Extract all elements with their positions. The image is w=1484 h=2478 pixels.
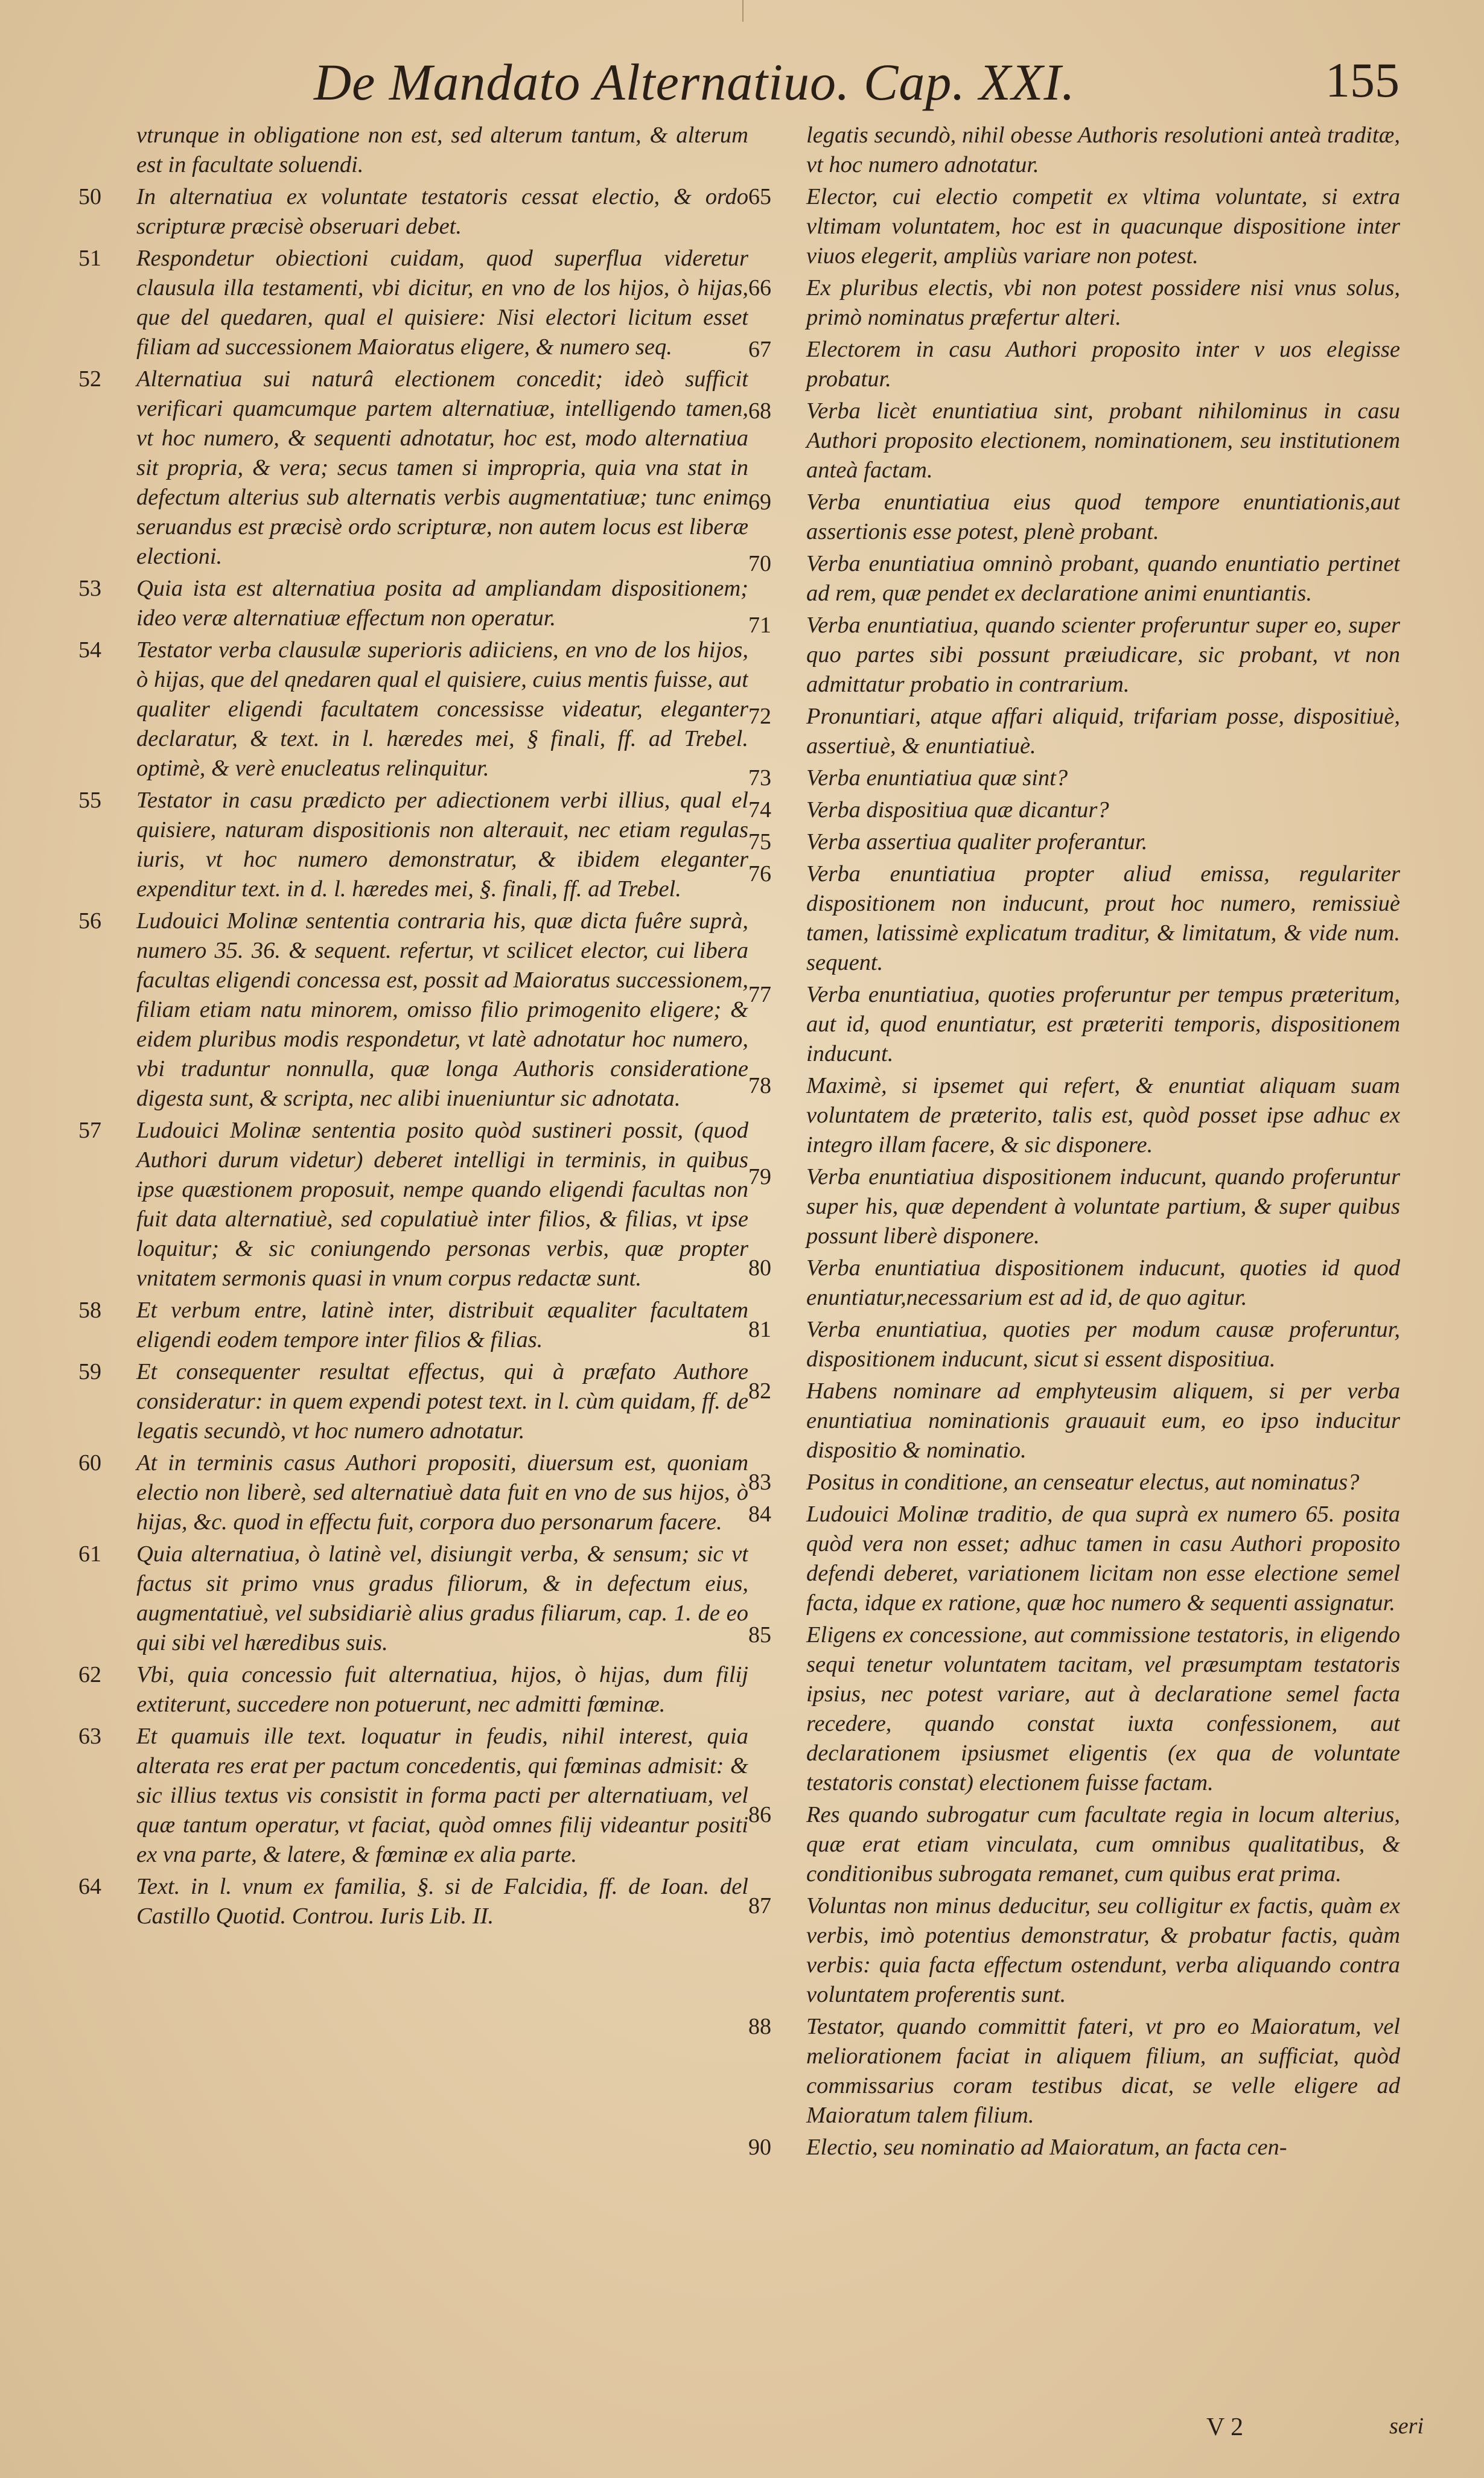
summary-entry bbox=[78, 1448, 748, 1537]
entry-text: Verba enuntiatiua, quando scienter proferuntur super eo, super quo partes sibi possunt præiudicare, sic probant, vt non admittatur probatio in contrarium. bbox=[806, 613, 1400, 697]
entry-text: Verba enuntiatiua dispositionem inducunt, quoties id quod enuntiatur,necessarium est ad id, de quo agitur. bbox=[806, 1255, 1400, 1310]
entry-number: 87 bbox=[748, 1893, 771, 1919]
entry-number: 80 bbox=[748, 1255, 771, 1281]
page-footer bbox=[1122, 2413, 1424, 2449]
entry-text: Verba enuntiatiua eius quod tempore enuntiationis,aut assertionis esse potest, plenè probant. bbox=[806, 489, 1400, 544]
summary-entry bbox=[78, 121, 748, 180]
entry-text: Pronuntiari, atque affari aliquid, trifariam posse, dispositiuè, assertiuè, & enuntiatiuè. bbox=[806, 704, 1400, 759]
entry-number: 60 bbox=[78, 1450, 101, 1476]
left-column bbox=[78, 121, 748, 2430]
summary-entry bbox=[748, 2133, 1400, 2162]
summary-entry bbox=[748, 763, 1400, 793]
entry-text: Verba dispositiua quæ dicantur? bbox=[806, 797, 1109, 823]
entry-number: 55 bbox=[78, 788, 101, 813]
summary-entry bbox=[78, 365, 748, 572]
entry-number: 71 bbox=[748, 613, 771, 638]
entry-text: Testator, quando committit fateri, vt pro eo Maioratum, vel meliorationem faciat in aliquem filium, an sufficiat, quòd commissarius coram testibus dicat, se velle eligere ad Maioratum talem filium. bbox=[806, 2014, 1400, 2128]
signature-mark: V 2 bbox=[1206, 2413, 1244, 2441]
entry-number: 54 bbox=[78, 637, 101, 663]
entry-number: 75 bbox=[748, 829, 771, 855]
summary-entry bbox=[748, 702, 1400, 761]
entry-text: Verba enuntiatiua quæ sint? bbox=[806, 765, 1068, 791]
summary-entry bbox=[748, 1315, 1400, 1374]
entry-number: 73 bbox=[748, 765, 771, 791]
entry-number: 85 bbox=[748, 1622, 771, 1648]
entry-number: 57 bbox=[78, 1118, 101, 1143]
entry-text: Alternatiua sui naturâ electionem concedit; ideò sufficit verificari quamcumque partem alternatiuæ, intelligendo tamen, vt hoc numero, & sequenti adnotatur, hoc est, modo alternatiua sit propria, & vera; secus tamen si impropria, quia vna stat in defectum alterius sub alternatis verbis augmentatiuæ; tunc enim seruandus est præcisè ordo scripturæ, non autem locus est liberæ electioni. bbox=[136, 366, 748, 569]
entry-number: 72 bbox=[748, 704, 771, 729]
right-column bbox=[748, 121, 1400, 2430]
entry-text: Respondetur obiectioni cuidam, quod superflua videretur clausula illa testamenti, vbi dicitur, en vno de los hijos, ò hijas, que del quedaren, qual el quisiere: Nisi electori licitum esset filiam ad successionem Maioratus eligere, & numero seq. bbox=[136, 246, 748, 360]
entry-text: Vbi, quia concessio fuit alternatiua, hijos, ò hijas, dum filij extiterunt, succedere non potuerunt, nec admitti fœminæ. bbox=[136, 1662, 748, 1717]
entry-text: Positus in conditione, an censeatur electus, aut nominatus? bbox=[806, 1470, 1360, 1495]
entry-text: Verba enuntiatiua, quoties per modum causæ proferuntur, dispositionem inducunt, sicut si essent dispositiua. bbox=[806, 1317, 1400, 1372]
entry-text: Quia ista est alternatiua posita ad ampliandam dispositionem; ideo veræ alternatiuæ effectum non operatur. bbox=[136, 576, 748, 631]
entry-number: 52 bbox=[78, 366, 101, 392]
entry-text: In alternatiua ex voluntate testatoris cessat electio, & ordo scripturæ præcisè obseruari debet. bbox=[136, 184, 748, 239]
summary-entry bbox=[748, 273, 1400, 333]
entry-text: Verba enuntiatiua dispositionem inducunt, quando proferuntur super his, quæ dependent à voluntate partium, & super quibus possunt liberè disponere. bbox=[806, 1164, 1400, 1249]
entry-text: Verba enuntiatiua, quoties proferuntur per tempus præteritum, aut id, quod enuntiatur, est præteriti temporis, dispositionem inducunt. bbox=[806, 982, 1400, 1066]
entry-text: Et consequenter resultat effectus, qui à præfato Authore consideratur: in quem expendi potest text. in l. cùm quidam, ff. de legatis secundò, vt hoc numero adnotatur. bbox=[136, 1359, 748, 1444]
entry-number: 51 bbox=[78, 246, 101, 271]
entry-number: 77 bbox=[748, 982, 771, 1007]
entry-text: Electorem in casu Authori proposito inter v uos elegisse probatur. bbox=[806, 337, 1400, 392]
entry-text: Res quando subrogatur cum facultate regia in locum alterius, quæ erat etiam vinculata, cum omnibus qualitatibus, & conditionibus subrogata remanet, cum quibus erat prima. bbox=[806, 1802, 1400, 1887]
entry-text: Verba enuntiatiua propter aliud emissa, regulariter dispositionem non inducunt, prout hoc numero, remissiuè tamen, latissimè explicatum traditur, & limitatum, & vide num. sequent. bbox=[806, 861, 1400, 975]
entry-text: Verba licèt enuntiatiua sint, probant nihilominus in casu Authori proposito electionem, nominationem, seu institutionem anteà factam. bbox=[806, 398, 1400, 483]
entry-number: 68 bbox=[748, 398, 771, 424]
entry-number: 65 bbox=[748, 184, 771, 209]
entry-number: 76 bbox=[748, 861, 771, 887]
entry-text: legatis secundò, nihil obesse Authoris resolutioni anteà traditæ, vt hoc numero adnotatur. bbox=[806, 123, 1400, 177]
ink-mark bbox=[742, 0, 744, 22]
entry-text: Et verbum entre, latinè inter, distribuit æqualiter facultatem eligendi eodem tempore inter filios & filias. bbox=[136, 1298, 748, 1352]
summary-entry bbox=[748, 397, 1400, 485]
entry-number: 86 bbox=[748, 1802, 771, 1827]
summary-entry bbox=[748, 1071, 1400, 1160]
summary-entry bbox=[78, 1540, 748, 1658]
summary-entry bbox=[78, 182, 748, 241]
summary-entry bbox=[748, 2012, 1400, 2130]
summary-entry bbox=[748, 1253, 1400, 1313]
entry-text: Ludouici Molinæ sententia contraria his, quæ dicta fuêre suprà, numero 35. 36. & sequent. refertur, vt scilicet elector, cui libera facultas eligendi concessa est, possit ad Maioratus successionem, filiam etiam natu minorem, omisso filio primogenito eligere; & eidem pluribus modis respondetur, vt latè adnotatur hoc numero, vbi traduntur nonnulla, quæ longa Authoris consideratione digesta sunt, & scripta, nec alibi inueniuntur sic adnotata. bbox=[136, 908, 748, 1111]
summary-entry bbox=[748, 1162, 1400, 1251]
summary-entry bbox=[748, 795, 1400, 825]
entry-number: 74 bbox=[748, 797, 771, 823]
summary-entry bbox=[748, 1891, 1400, 2010]
summary-entry bbox=[78, 1296, 748, 1355]
summary-entry bbox=[748, 1500, 1400, 1618]
entry-text: At in terminis casus Authori propositi, diuersum est, quoniam electio non liberè, sed alternatiuè data fuit en vno de sus hijos, ò hijas, &c. quod in effectu fuit, corpora duo personarum facere. bbox=[136, 1450, 748, 1535]
entry-text: Testator verba clausulæ superioris adiiciens, en vno de los hijos, ò hijas, que del qnedaren qual el quisiere, cuius mentis fuisse, aut qualiter eligendi facultatem concessisse videatur, eleganter declaratur, & text. in l. hæredes mei, § finali, ff. ad Trebel. optimè, & verè enucleatus relinquitur. bbox=[136, 637, 748, 781]
summary-entry bbox=[78, 1722, 748, 1870]
summary-entry bbox=[748, 1800, 1400, 1889]
summary-entry bbox=[78, 574, 748, 633]
summary-entry bbox=[748, 335, 1400, 394]
summary-entry bbox=[78, 1357, 748, 1446]
entry-number: 53 bbox=[78, 576, 101, 601]
entry-text: Testator in casu prædicto per adiectionem verbi illius, qual el quisiere, naturam dispositionis non alterauit, nec etiam regulas iuris, vt hoc numero demonstratur, & ibidem eleganter expenditur text. in d. l. hæredes mei, §. finali, ff. ad Trebel. bbox=[136, 788, 748, 902]
entry-text: Eligens ex concessione, aut commissione testatoris, in eligendo sequi tenetur voluntatem tacitam, vel præsumptam testatoris ipsius, nec potest variare, aut à declaratione semel facta recedere, quando constat iuxta confessionem, aut declarationem ipsiusmet eligentis (ex qua de voluntate testatoris constat) electionem fuisse factam. bbox=[806, 1622, 1400, 1795]
summary-entry bbox=[748, 121, 1400, 180]
entry-number: 83 bbox=[748, 1470, 771, 1495]
entry-number: 61 bbox=[78, 1541, 101, 1567]
entry-number: 84 bbox=[748, 1502, 771, 1527]
summary-entry bbox=[78, 1660, 748, 1719]
entry-text: Quia alternatiua, ò latinè vel, disiungit verba, & sensum; sic vt factus sit primo vnus gradus filiorum, & in defectum eius, augmentatiuè, vel subsidiariè alius gradus filiarum, cap. 1. de eo qui sibi vel hæredibus suis. bbox=[136, 1541, 748, 1655]
page-number: 155 bbox=[1325, 53, 1400, 107]
summary-entry bbox=[748, 611, 1400, 699]
entry-number: 62 bbox=[78, 1662, 101, 1687]
summary-entry bbox=[78, 786, 748, 904]
entry-text: Ex pluribus electis, vbi non potest possidere nisi vnus solus, primò nominatus præfertur alteri. bbox=[806, 275, 1400, 330]
catchword: seri bbox=[1389, 2413, 1424, 2439]
entry-number: 64 bbox=[78, 1874, 101, 1899]
summary-entry bbox=[78, 635, 748, 783]
summary-entry bbox=[748, 1620, 1400, 1798]
entry-number: 79 bbox=[748, 1164, 771, 1190]
entry-text: Electio, seu nominatio ad Maioratum, an facta cen- bbox=[806, 2135, 1287, 2160]
summary-entry bbox=[748, 488, 1400, 547]
summary-entry bbox=[748, 1377, 1400, 1465]
entry-text: Habens nominare ad emphyteusim aliquem, si per verba enuntiatiua nominationis grauauit eum, eo ipso inducitur dispositio & nominatio. bbox=[806, 1378, 1400, 1463]
entry-text: Elector, cui electio competit ex vltima voluntate, si extra vltimam voluntatem, hoc est in quacunque dispositione inter viuos elegerit, ampliùs variare non potest. bbox=[806, 184, 1400, 269]
entry-number: 50 bbox=[78, 184, 101, 209]
entry-text: Voluntas non minus deducitur, seu colligitur ex factis, quàm ex verbis, imò potentius demonstratur, & probatur factis, quàm verbis: quia facta effectum ostendunt, verba aliquando contra voluntatem proferentis sunt. bbox=[806, 1893, 1400, 2007]
entry-number: 81 bbox=[748, 1317, 771, 1342]
entry-number: 70 bbox=[748, 551, 771, 576]
running-title: De Mandato Alternatiuo. Cap. XXI. bbox=[314, 53, 1075, 111]
summary-entry bbox=[748, 827, 1400, 857]
entry-text: Verba assertiua qualiter proferantur. bbox=[806, 829, 1148, 855]
entry-number: 66 bbox=[748, 275, 771, 301]
entry-text: Ludouici Molinæ traditio, de qua suprà ex numero 65. posita quòd vera non esset; adhuc tamen in casu Authori proposito defendi deberet, variationem licitam non esse electione semel facta, idque ex ratione, quæ hoc numero & sequenti assignatur. bbox=[806, 1502, 1400, 1616]
entry-number: 78 bbox=[748, 1073, 771, 1098]
entry-number: 88 bbox=[748, 2014, 771, 2039]
entry-number: 63 bbox=[78, 1724, 101, 1749]
entry-number: 67 bbox=[748, 337, 771, 362]
entry-text: Maximè, si ipsemet qui refert, & enuntiat aliquam suam voluntatem de præterito, talis est, quòd posset ipse adhuc ex integro illam facere, & sic disponere. bbox=[806, 1073, 1400, 1158]
summary-entry bbox=[78, 244, 748, 362]
running-header bbox=[0, 52, 1484, 118]
entry-number: 56 bbox=[78, 908, 101, 934]
summary-entry bbox=[748, 182, 1400, 271]
entry-text: Et quamuis ille text. loquatur in feudis, nihil interest, quia alterata res erat per pactum concedentis, qui fœminas admisit: & sic illius textus vis consistit in forma pacti per alternatiuam, vel quæ tantum operatur, vt faciat, quòd omnes filij videantur positi ex vna parte, & latere, & fœminæ ex alia parte. bbox=[136, 1724, 748, 1867]
summary-entry bbox=[748, 859, 1400, 978]
entry-number: 58 bbox=[78, 1298, 101, 1323]
entry-text: vtrunque in obligatione non est, sed alterum tantum, & alterum est in facultate soluendi. bbox=[136, 123, 748, 177]
summary-entry bbox=[78, 1872, 748, 1931]
entry-text: Text. in l. vnum ex familia, §. si de Falcidia, ff. de Ioan. del Castillo Quotid. Controu. Iuris Lib. II. bbox=[136, 1874, 748, 1929]
entry-text: Verba enuntiatiua omninò probant, quando enuntiatio pertinet ad rem, quæ pendet ex declaratione animi enuntiantis. bbox=[806, 551, 1400, 606]
entry-number: 82 bbox=[748, 1378, 771, 1404]
summary-entry bbox=[78, 1116, 748, 1293]
entry-number: 69 bbox=[748, 489, 771, 515]
summary-entry bbox=[78, 906, 748, 1113]
summary-entry bbox=[748, 980, 1400, 1069]
entry-number: 59 bbox=[78, 1359, 101, 1384]
entry-text: Ludouici Molinæ sententia posito quòd sustineri possit, (quod Authori durum videtur) deberet intelligi in terminis, in quibus ipse quæstionem proposuit, nempe quando eligendi facultas non fuit data alternatiuè, sed copulatiuè inter filios, & filias, vt ipse loquitur; & sic coniungendo personas verbis, quæ propter vnitatem sermonis quasi in vnum corpus redactæ sunt. bbox=[136, 1118, 748, 1291]
summary-entry bbox=[748, 1468, 1400, 1497]
entry-number: 90 bbox=[748, 2135, 771, 2160]
summary-entry bbox=[748, 549, 1400, 608]
